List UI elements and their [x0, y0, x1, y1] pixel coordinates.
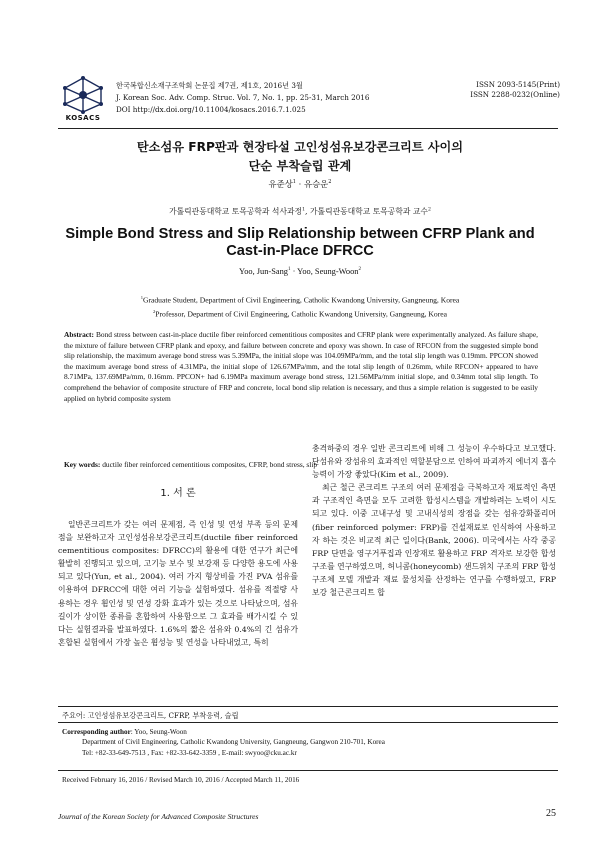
title-korean	[40, 138, 560, 176]
author-en-sep: ·	[290, 267, 298, 276]
author-en-2-sup: 2	[358, 267, 361, 273]
keywords-label: Key words:	[64, 460, 101, 469]
corr-contact: Tel: +82-33-649-7513 , Fax: +82-33-642-3359 , E-mail: swyoo@cku.ac.kr	[82, 748, 297, 757]
body-paragraph: 최근 철근 콘크리트 구조의 여러 문제점을 극복하고자 재료적인 측면과 구조적인 측면을 모두 고려한 합성시스템을 개발하려는 노력이 시도되고 있다. 이중 고내구성 및 고내식성의 장점을 갖는 섬유강화폴리머(fiber reinforced polymer: FRP)를 건설재료로 인식하여 사용하고자 하는 것은 비교적 최근 일이다(Bank, 2006). 미국에서는 사각 중공 FRP 단면을 영구거푸집과 인장재로 활용하고 FRP 격자로 보강한 합성구조를 연구하였으며, 허니콤(honeycomb) 샌드위치 구조의 FRP 합성구조체 모델 개발과 재료 물성치를 산정하는 연구를 수행하였고, FRP 보강 철근콘크리트 합	[312, 483, 556, 598]
keywords-divider	[58, 722, 558, 723]
issn-online: ISSN 2288-0232(Online)	[470, 90, 560, 99]
affil-ko-2: , 가톨릭관동대학교 토목공학과 교수	[305, 207, 428, 216]
abstract-text: Bond stress between cast-in-place ductile fiber reinforced cementitious composites and CFRP plank were experimentally analyzed. As failure shape, the mixture of failure between CFRP plank and epoxy, and failure between concrete and epoxy was shown. In case of RFCON from the suggested simple bond slip relationship, the maximum average bond stress was 5.39MPa, the initial slope was 104.09MPa/mm, and the total slip length was 0.19mm. PPCON showed the maximum average bond stress of 4.31MPa, the initial slope of 126.67MPa/mm, and the total slip length of 0.26mm, while RFCON+ appeared to have 8.71MPa, 137.69MPa/mm, 0.16mm. PPCON+ had 6.19MPa maximum average bond stress, 121.56MPa/mm initial slope, and 0.34mm total slip length. To comprehend the behavior of composite structure of FRP and concrete, local bond slip relation is necessary, and thus a simple relation is suggested to be easily applied on hybrid composite system	[64, 330, 538, 403]
page-number: 25	[546, 808, 556, 819]
abstract	[64, 330, 538, 404]
received-divider	[58, 770, 558, 771]
logo-label: KOSACS	[65, 114, 101, 122]
issn-block	[430, 80, 560, 100]
footnote-divider	[58, 706, 558, 707]
affil-ko-2-sup: 2	[427, 207, 431, 213]
affil-en-2	[40, 306, 560, 320]
journal-ko: 한국복합신소재구조학회 논문집 제7권, 제1호, 2016년 3월	[116, 81, 303, 90]
section-heading-intro: 1. 서 론	[160, 488, 196, 499]
affil-en-1-sup: 1	[140, 295, 143, 300]
abstract-label: Abstract:	[64, 330, 94, 339]
journal-info	[116, 80, 406, 116]
body-paragraph: 충격하중의 경우 일반 콘크리트에 비해 그 성능이 우수하다고 보고했다. 단섬유와 장섬유의 효과적인 역할분담으로 인하여 파괴까지 에너지 흡수 능력이 가장 좋았다(Kim et al., 2009).	[312, 444, 556, 480]
author-ko-2: 유승운	[304, 179, 329, 189]
title-ko-line2: 단순 부착슬립 관계	[248, 159, 352, 173]
keywords-korean: 주요어: 고인성섬유보강콘크리트, CFRP, 부착응력, 슬립	[62, 711, 239, 720]
received-dates: Received February 16, 2016 / Revised March 10, 2016 / Accepted March 11, 2016	[62, 776, 300, 784]
author-ko-sep: ·	[296, 179, 304, 189]
corresponding-author	[62, 727, 558, 758]
kosacs-logo-icon	[56, 76, 110, 114]
authors-korean	[40, 178, 560, 190]
title-en-line1: Simple Bond Stress and Slip Relationship between CFRP Plank and	[65, 226, 535, 242]
affil-ko-1: 가톨릭관동대학교 토목공학과 석사과정	[169, 207, 303, 216]
title-en-line2: Cast-in-Place DFRCC	[226, 243, 374, 259]
author-ko-2-sup: 2	[328, 179, 332, 186]
corr-label: Corresponding author	[62, 728, 131, 736]
footer-journal: Journal of the Korean Society for Advanced Composite Structures	[58, 812, 259, 821]
corr-address: Department of Civil Engineering, Catholic Kwandong University, Gangneung, Gangwon 210-701, Korea	[82, 738, 385, 747]
title-ko-line1: 탄소섬유 FRP판과 현장타설 고인성섬유보강콘크리트 사이의	[136, 140, 464, 154]
issn-print: ISSN 2093-5145(Print)	[476, 80, 560, 89]
affil-en-2-sup: 2	[153, 308, 156, 314]
affil-en-1-text: Graduate Student, Department of Civil Engineering, Catholic Kwandong University, Gangneung, Korea	[143, 295, 460, 305]
authors-english	[40, 267, 560, 276]
body-paragraph: 일반콘크리트가 갖는 여러 문제점, 즉 인성 및 연성 부족 등의 문제점을 보완하고자 고인성섬유보강콘크리트(ductile fiber reinforced cementitious composites: DFRCC)의 활용에 대한 연구가 최근에 활발히 진행되고 있으며, 고기능 보수 및 보강재 등 다양한 용도에 사용되고 있다(Yun, et al., 2004). 여러 가지 형상비를 가진 PVA 섬유를 이용하여 DFRCC에 대한 여러 기능을 실험하였다. 섬유를 적절량 사용하는 경우 휨인성 및 연성 강화 효과가 있는 것으로 나타났으며, 섬유길이가 상이한 종류를 혼합하여 사용함으로 그 효과를 배가시킬 수 있다는 실험결과를 발표하였다. 1.6%의 짧은 섬유와 0.4%의 긴 섬유가 혼합된 실험에서 가장 높은 휨성능 및 연성을 나타내었고, 특히	[58, 520, 298, 647]
journal-en: J. Korean Soc. Adv. Comp. Struc. Vol. 7, No. 1, pp. 25-31, March 2016	[116, 93, 370, 102]
journal-logo	[56, 76, 110, 126]
doi-link[interactable]: DOI http://dx.doi.org/10.11004/kosacs.2016.7.1.025	[116, 105, 306, 114]
affiliation-korean	[40, 206, 560, 217]
corr-name: : Yoo, Seung-Woon	[130, 728, 187, 736]
author-en-1-sup: 1	[287, 267, 291, 273]
title-english	[40, 226, 560, 260]
affiliation-english	[40, 292, 560, 319]
body-right-column	[312, 442, 556, 599]
affil-en-1	[40, 292, 560, 306]
header-divider	[58, 128, 558, 129]
keywords-text: ductile fiber reinforced cementitious composites, CFRP, bond stress, slip	[100, 460, 318, 469]
author-en-1: Yoo, Jun-Sang	[239, 267, 288, 276]
affil-en-2-text: Professor, Department of Civil Engineering, Catholic Kwandong University, Gangneung, Korea	[155, 309, 447, 319]
body-left-column	[58, 518, 298, 649]
author-ko-1: 유준상	[268, 179, 293, 189]
author-ko-1-sup: 1	[292, 179, 296, 186]
author-en-2: Yoo, Seung-Woon	[297, 267, 359, 276]
affil-ko-1-sup: 1	[302, 207, 306, 213]
